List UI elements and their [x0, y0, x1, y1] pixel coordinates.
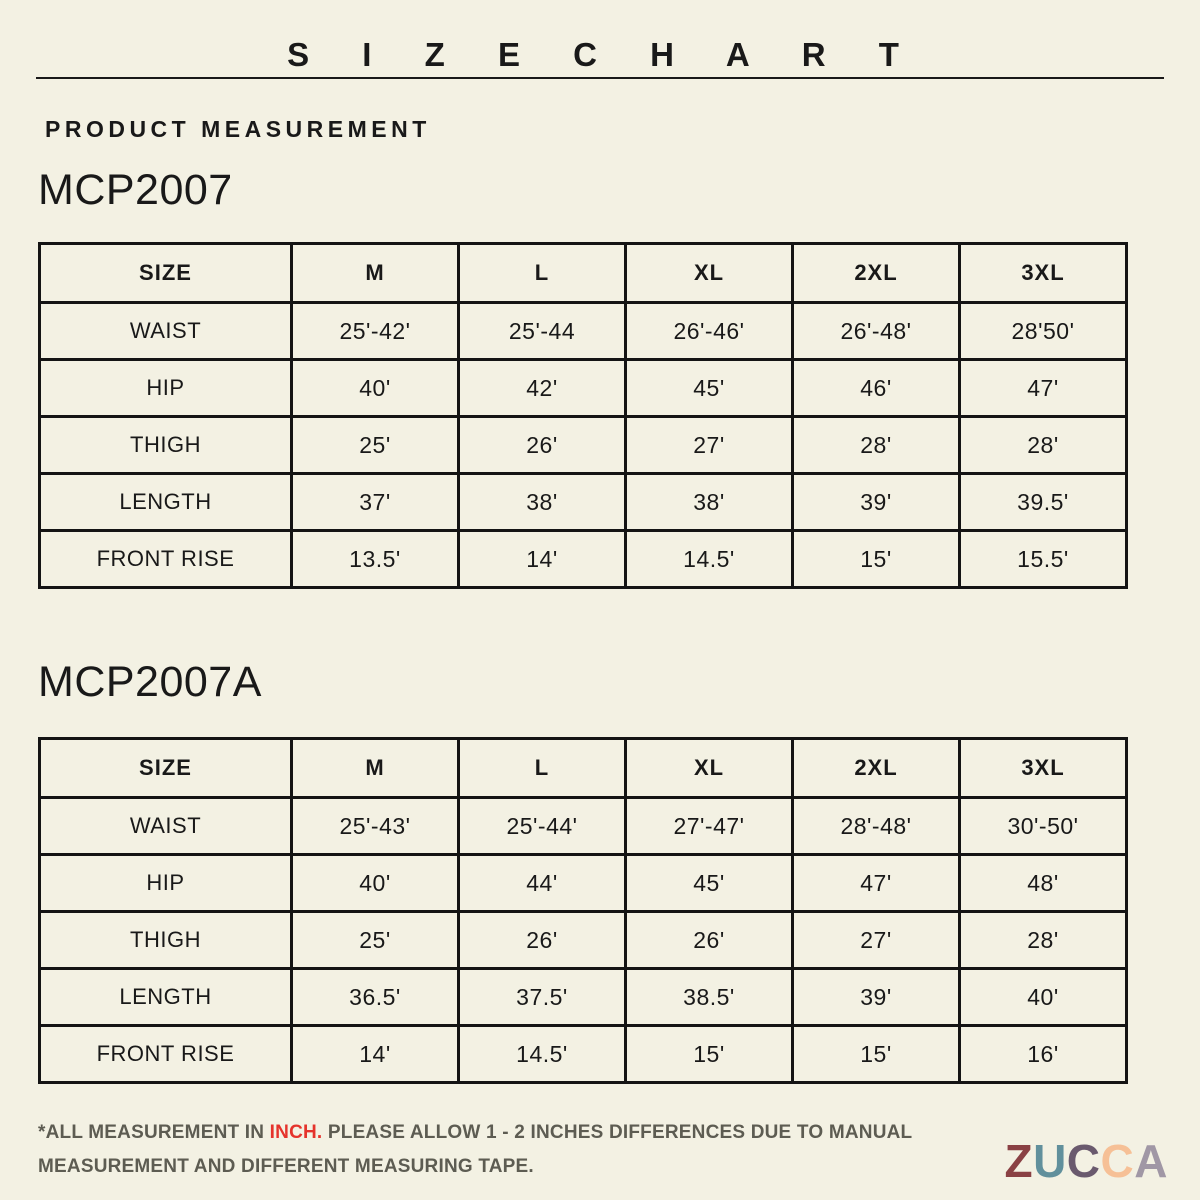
measurement-cell: 26'-46'	[626, 303, 793, 360]
disclaimer-text: PLEASE ALLOW 1 - 2 INCHES DIFFERENCES DUE TO MANUAL	[322, 1122, 913, 1143]
measurement-row-front-rise	[40, 1026, 1127, 1083]
measurement-cell: 28'50'	[960, 303, 1127, 360]
column-header-3xl: 3XL	[960, 244, 1127, 303]
measurement-cell: 27'-47'	[626, 798, 793, 855]
product-code-mcp2007: MCP2007	[38, 166, 233, 214]
measurement-cell: 26'	[459, 912, 626, 969]
measurement-cell: 25'-44	[459, 303, 626, 360]
row-label: THIGH	[40, 417, 292, 474]
measurement-cell: 14'	[459, 531, 626, 588]
size-table-mcp2007	[38, 242, 1128, 589]
column-header-2xl: 2XL	[793, 739, 960, 798]
column-header-m: M	[292, 244, 459, 303]
measurement-cell: 40'	[292, 855, 459, 912]
logo-letter: C	[1066, 1135, 1101, 1187]
measurement-cell: 38'	[626, 474, 793, 531]
column-header-2xl: 2XL	[793, 244, 960, 303]
measurement-cell: 28'	[960, 417, 1127, 474]
measurement-cell: 25'-42'	[292, 303, 459, 360]
measurement-cell: 14.5'	[459, 1026, 626, 1083]
row-label: WAIST	[40, 303, 292, 360]
header-row	[40, 244, 1127, 303]
measurement-cell: 37'	[292, 474, 459, 531]
row-label: WAIST	[40, 798, 292, 855]
measurement-cell: 28'	[960, 912, 1127, 969]
measurement-cell: 36.5'	[292, 969, 459, 1026]
row-label: FRONT RISE	[40, 531, 292, 588]
section-subtitle: PRODUCT MEASUREMENT	[45, 116, 431, 142]
zucca-logo	[1004, 1134, 1168, 1188]
measurement-row-front-rise	[40, 531, 1127, 588]
measurement-row-length	[40, 969, 1127, 1026]
column-header-m: M	[292, 739, 459, 798]
measurement-cell: 25'	[292, 912, 459, 969]
row-label: FRONT RISE	[40, 1026, 292, 1083]
measurement-cell: 44'	[459, 855, 626, 912]
measurement-cell: 15.5'	[960, 531, 1127, 588]
measurement-cell: 45'	[626, 360, 793, 417]
measurement-cell: 40'	[960, 969, 1127, 1026]
measurement-cell: 30'-50'	[960, 798, 1127, 855]
measurement-cell: 47'	[960, 360, 1127, 417]
page-title: S I Z E C H A R T	[287, 36, 913, 73]
measurement-cell: 46'	[793, 360, 960, 417]
row-label: HIP	[40, 855, 292, 912]
measurement-cell: 16'	[960, 1026, 1127, 1083]
measurement-cell: 25'	[292, 417, 459, 474]
measurement-row-hip	[40, 360, 1127, 417]
measurement-cell: 15'	[793, 1026, 960, 1083]
measurement-row-waist	[40, 798, 1127, 855]
measurement-cell: 15'	[626, 1026, 793, 1083]
logo-letter: U	[1033, 1135, 1067, 1187]
measurement-cell: 14'	[292, 1026, 459, 1083]
measurement-cell: 14.5'	[626, 531, 793, 588]
column-header-l: L	[459, 739, 626, 798]
measurement-row-hip	[40, 855, 1127, 912]
size-table-mcp2007a	[38, 737, 1128, 1084]
measurement-cell: 38.5'	[626, 969, 793, 1026]
column-header-3xl: 3XL	[960, 739, 1127, 798]
row-label: THIGH	[40, 912, 292, 969]
measurement-cell: 39'	[793, 474, 960, 531]
measurement-row-thigh	[40, 417, 1127, 474]
header-row	[40, 739, 1127, 798]
measurement-cell: 39.5'	[960, 474, 1127, 531]
disclaimer-line-2: MEASUREMENT AND DIFFERENT MEASURING TAPE.	[38, 1156, 534, 1177]
measurement-cell: 26'	[459, 417, 626, 474]
measurement-cell: 26'	[626, 912, 793, 969]
product-code-mcp2007a: MCP2007A	[38, 658, 262, 706]
measurement-cell: 45'	[626, 855, 793, 912]
logo-letter: Z	[1004, 1135, 1034, 1187]
inch-highlight: INCH.	[269, 1122, 323, 1143]
title-divider	[36, 77, 1164, 79]
column-header-l: L	[459, 244, 626, 303]
measurement-cell: 27'	[793, 912, 960, 969]
measurement-cell: 28'-48'	[793, 798, 960, 855]
disclaimer-line-1	[38, 1116, 913, 1150]
measurement-cell: 39'	[793, 969, 960, 1026]
measurement-row-waist	[40, 303, 1127, 360]
measurement-row-length	[40, 474, 1127, 531]
measurement-cell: 42'	[459, 360, 626, 417]
measurement-cell: 25'-44'	[459, 798, 626, 855]
measurement-cell: 15'	[793, 531, 960, 588]
measurement-cell: 28'	[793, 417, 960, 474]
row-label: HIP	[40, 360, 292, 417]
measurement-cell: 37.5'	[459, 969, 626, 1026]
measurement-disclaimer	[38, 1116, 913, 1184]
row-label: LENGTH	[40, 969, 292, 1026]
disclaimer-text: *ALL MEASUREMENT IN	[38, 1122, 270, 1143]
measurement-cell: 25'-43'	[292, 798, 459, 855]
measurement-cell: 47'	[793, 855, 960, 912]
measurement-cell: 26'-48'	[793, 303, 960, 360]
measurement-row-thigh	[40, 912, 1127, 969]
row-label: LENGTH	[40, 474, 292, 531]
measurement-cell: 13.5'	[292, 531, 459, 588]
measurement-cell: 27'	[626, 417, 793, 474]
measurement-cell: 48'	[960, 855, 1127, 912]
logo-letter: C	[1100, 1135, 1135, 1187]
logo-letter: A	[1134, 1135, 1168, 1187]
measurement-cell: 40'	[292, 360, 459, 417]
measurement-cell: 38'	[459, 474, 626, 531]
column-header-size: SIZE	[40, 739, 292, 798]
column-header-size: SIZE	[40, 244, 292, 303]
column-header-xl: XL	[626, 739, 793, 798]
column-header-xl: XL	[626, 244, 793, 303]
